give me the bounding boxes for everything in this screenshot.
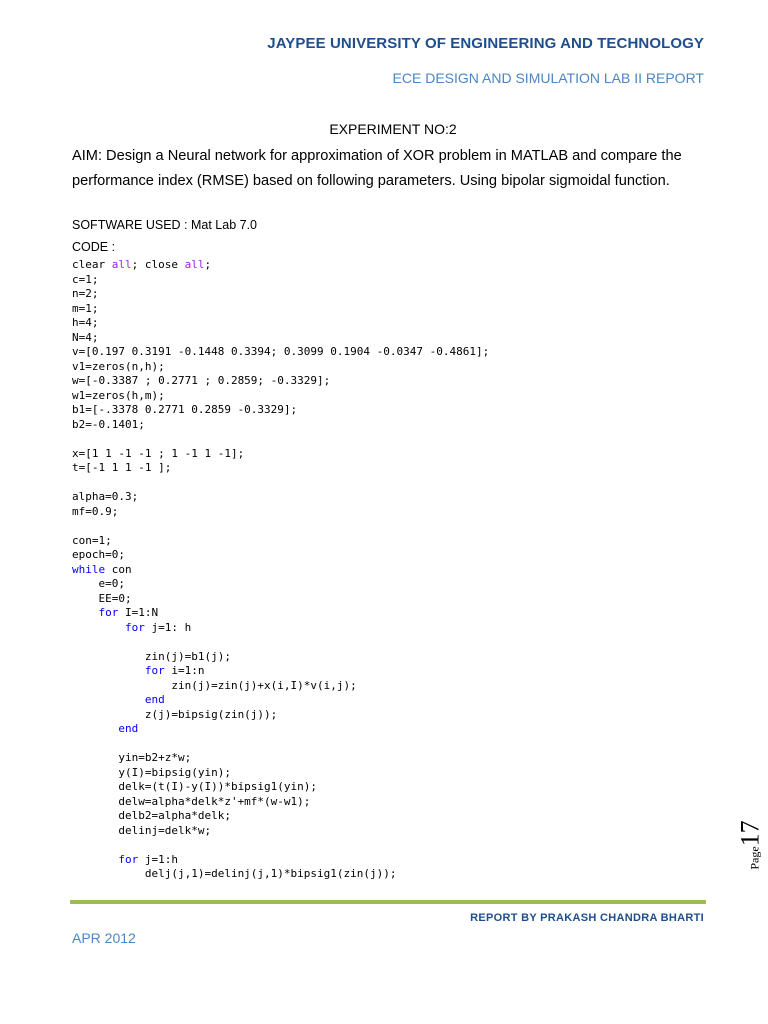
- code-block: [72, 258, 489, 882]
- code-line: [72, 737, 489, 752]
- code-line: [72, 780, 489, 795]
- code-line: [72, 563, 489, 578]
- code-line: [72, 635, 489, 650]
- code-text: h=4;: [72, 316, 99, 329]
- code-text: t=[-1 1 1 -1 ];: [72, 461, 172, 474]
- code-text: epoch=0;: [72, 548, 125, 561]
- code-line: [72, 693, 489, 708]
- code-label: CODE :: [72, 240, 116, 254]
- code-text: [72, 853, 118, 866]
- code-string: all: [184, 258, 205, 271]
- code-text: [72, 693, 145, 706]
- code-line: [72, 751, 489, 766]
- code-line: [72, 577, 489, 592]
- software-used: SOFTWARE USED : Mat Lab 7.0: [72, 218, 258, 232]
- code-line: [72, 490, 489, 505]
- code-text: delj(j,1)=delinj(j,1)*bipsig1(zin(j));: [72, 867, 397, 880]
- code-text: ; close: [131, 258, 185, 271]
- code-line: [72, 534, 489, 549]
- code-text: EE=0;: [72, 591, 132, 605]
- code-text: zin(j)=zin(j)+x(i,I)*v(i,j);: [72, 678, 357, 692]
- lab-report-title: ECE DESIGN AND SIMULATION LAB II REPORT: [392, 70, 704, 86]
- code-line: [72, 273, 489, 288]
- report-date: APR 2012: [72, 930, 136, 946]
- code-text: w=[-0.3387 ; 0.2771 ; 0.2859; -0.3329];: [72, 374, 331, 387]
- code-text: delw=alpha*delk*z'+mf*(w-w1);: [72, 794, 311, 808]
- code-line: [72, 621, 489, 636]
- code-text: j=1:h: [138, 852, 178, 866]
- code-keyword: end: [144, 693, 165, 706]
- code-line: [72, 331, 489, 346]
- code-text: [72, 606, 99, 619]
- code-string: all: [111, 258, 132, 271]
- code-text: yin=b2+z*w;: [72, 751, 192, 764]
- code-line: [72, 302, 489, 317]
- code-text: delinj=delk*w;: [72, 823, 212, 837]
- code-text: z(j)=bipsig(zin(j));: [72, 707, 278, 721]
- code-line: [72, 708, 489, 723]
- code-keyword: end: [118, 722, 139, 735]
- code-text: w1=zeros(h,m);: [72, 388, 165, 402]
- code-line: [72, 519, 489, 534]
- code-text: zin(j)=b1(j);: [72, 649, 231, 663]
- page-label: Page: [747, 846, 762, 870]
- code-text: mf=0.9;: [72, 504, 119, 518]
- code-line: [72, 548, 489, 563]
- code-keyword: for: [118, 852, 139, 866]
- code-keyword: while: [72, 562, 106, 576]
- code-line: [72, 432, 489, 447]
- code-line: [72, 374, 489, 389]
- code-line: [72, 345, 489, 360]
- code-text: b1=[-.3378 0.2771 0.2859 -0.3329];: [72, 403, 298, 416]
- code-text: delb2=alpha*delk;: [72, 809, 231, 822]
- code-text: I=1:N: [118, 606, 159, 619]
- code-line: [72, 867, 489, 882]
- code-text: n=2;: [72, 287, 99, 300]
- code-text: i=1:n: [164, 664, 205, 677]
- report-author: REPORT BY PRAKASH CHANDRA BHARTI: [470, 912, 704, 924]
- code-keyword: for: [98, 606, 119, 619]
- code-line: [72, 447, 489, 462]
- code-text: v=[0.197 0.3191 -0.1448 0.3394; 0.3099 0.1904 -0.0347 -0.4861];: [72, 345, 490, 358]
- code-line: [72, 592, 489, 607]
- code-line: [72, 258, 489, 273]
- code-line: [72, 853, 489, 868]
- code-line: [72, 606, 489, 621]
- code-line: [72, 360, 489, 375]
- code-text: x=[1 1 -1 -1 ; 1 -1 1 -1];: [72, 446, 245, 460]
- code-text: alpha=0.3;: [72, 490, 139, 503]
- code-text: [72, 621, 125, 634]
- code-line: [72, 824, 489, 839]
- code-text: ;: [204, 258, 212, 271]
- code-text: m=1;: [72, 301, 99, 315]
- code-line: [72, 505, 489, 520]
- code-text: [72, 722, 118, 735]
- page-number: [736, 820, 766, 869]
- code-text: e=0;: [72, 577, 125, 590]
- code-line: [72, 795, 489, 810]
- code-line: [72, 809, 489, 824]
- experiment-heading: EXPERIMENT NO:2: [329, 121, 457, 137]
- code-line: [72, 650, 489, 665]
- code-keyword: for: [124, 620, 145, 634]
- code-line: [72, 766, 489, 781]
- aim-paragraph: AIM: Design a Neural network for approximation of XOR problem in MATLAB and compare the performance index (RMSE) based on following parameters. Using bipolar sigmoidal function.: [72, 148, 682, 189]
- code-line: [72, 461, 489, 476]
- code-line: [72, 316, 489, 331]
- code-text: y(I)=bipsig(yin);: [72, 765, 231, 779]
- code-text: con=1;: [72, 533, 112, 547]
- page-number-value: 17: [735, 820, 765, 847]
- code-text: con: [105, 562, 132, 576]
- code-line: [72, 838, 489, 853]
- code-line: [72, 418, 489, 433]
- code-line: [72, 403, 489, 418]
- university-title: JAYPEE UNIVERSITY OF ENGINEERING AND TECHNOLOGY: [267, 35, 704, 52]
- code-text: v1=zeros(n,h);: [72, 359, 165, 373]
- code-line: [72, 389, 489, 404]
- code-text: clear: [72, 258, 112, 271]
- code-line: [72, 722, 489, 737]
- code-text: [72, 664, 145, 677]
- code-text: c=1;: [72, 272, 99, 286]
- code-line: [72, 287, 489, 302]
- code-line: [72, 476, 489, 491]
- code-line: [72, 679, 489, 694]
- code-text: delk=(t(I)-y(I))*bipsig1(yin);: [72, 780, 318, 793]
- code-text: j=1: h: [144, 620, 192, 634]
- code-text: b2=-0.1401;: [72, 417, 145, 431]
- code-line: [72, 664, 489, 679]
- footer-divider: [70, 900, 706, 904]
- code-text: N=4;: [72, 330, 99, 344]
- code-keyword: for: [144, 664, 165, 677]
